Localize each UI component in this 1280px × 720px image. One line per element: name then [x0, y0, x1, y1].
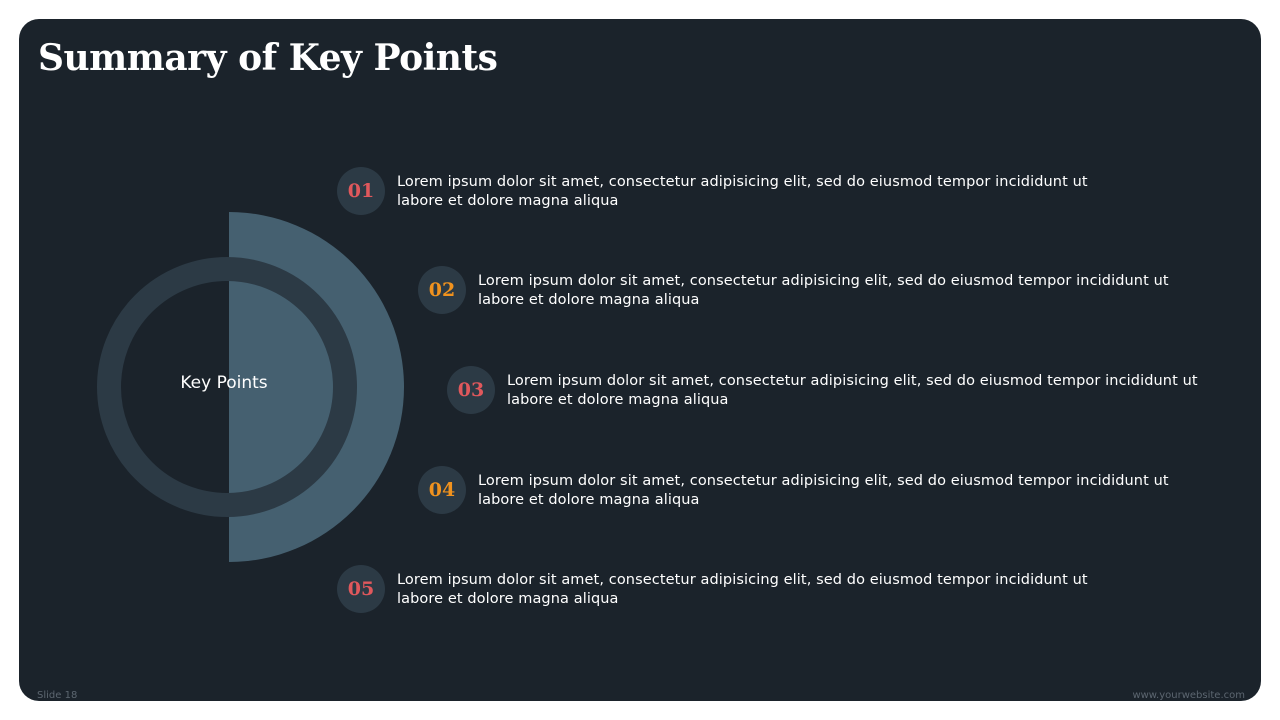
point-number-badge: 04	[418, 466, 466, 514]
point-number-badge: 02	[418, 266, 466, 314]
point-text: Lorem ipsum dolor sit amet, consectetur adipisicing elit, sed do eiusmod tempor incididunt ut labore et dolore magna aliqua	[478, 273, 1169, 308]
point-text: Lorem ipsum dolor sit amet, consectetur adipisicing elit, sed do eiusmod tempor incididunt ut labore et dolore magna aliqua	[397, 572, 1088, 607]
slide	[19, 19, 1261, 701]
point-number-badge: 05	[337, 565, 385, 613]
point-number-badge: 01	[337, 167, 385, 215]
point-text: Lorem ipsum dolor sit amet, consectetur adipisicing elit, sed do eiusmod tempor incididunt ut labore et dolore magna aliqua	[478, 473, 1169, 508]
slide-title: Summary of Key Points	[38, 37, 498, 79]
website-footer: www.yourwebsite.com	[1132, 690, 1245, 701]
center-label: Key Points	[180, 373, 268, 393]
point-text: Lorem ipsum dolor sit amet, consectetur adipisicing elit, sed do eiusmod tempor incididunt ut labore et dolore magna aliqua	[507, 373, 1198, 408]
point-text: Lorem ipsum dolor sit amet, consectetur adipisicing elit, sed do eiusmod tempor incididunt ut labore et dolore magna aliqua	[397, 174, 1088, 209]
slide-number: Slide 18	[37, 690, 78, 701]
point-number-badge: 03	[447, 366, 495, 414]
